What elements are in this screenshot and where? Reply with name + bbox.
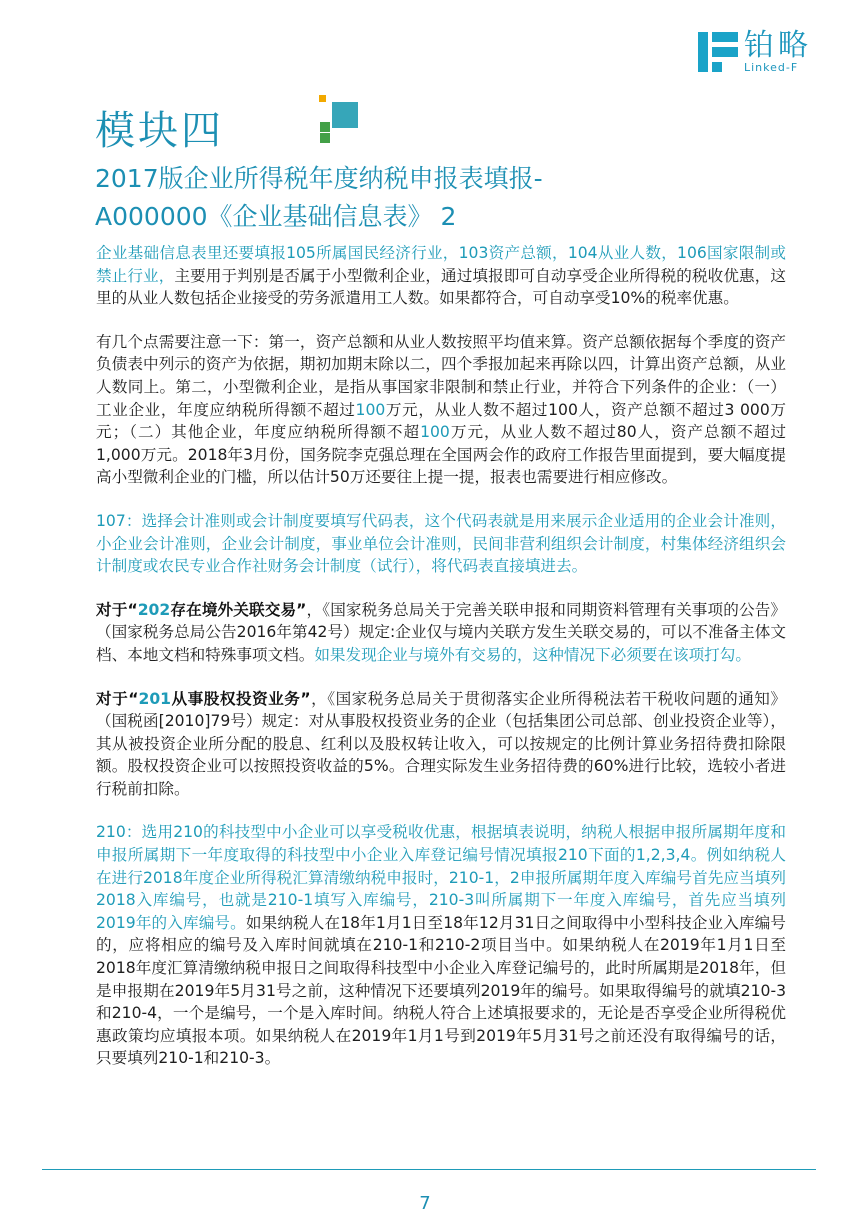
bold-lead: 对于“: [96, 689, 139, 708]
decorative-square: [320, 122, 330, 132]
logo-mark-icon: [698, 32, 738, 72]
highlight-text: 企业基础信息表里还要填报105所属国民经济行业，103资产总额，104从业人数，106国家限制或禁止行业，: [96, 244, 786, 285]
paragraph-4: [96, 599, 786, 667]
body-text: 主要用于判别是否属于小型微利企业，通过填报即可自动享受企业所得税的税收优惠，这里的从业人数包括企业接受的劳务派遣用工人数。如果都符合，可自动享受10%的税率优惠。: [96, 266, 786, 308]
body-text: 万元，从业人数不超过80人，资产总额不超过1,000万元。2018年3月份，国务院李克强总理在全国两会作的政府工作报告里面提到，要大幅度提高小型微利企业的门槛，所以估计50万还要往上提一提，报表也需要进行相应修改。: [96, 423, 786, 487]
module-title: 模块四: [95, 108, 224, 154]
body-text: ，《国家税务总局关于贯彻落实企业所得税法若干税收问题的通知》（国税函[2010]79号）规定：对从事股权投资业务的企业（包括集团公司总部、创业投资企业等），其从被投资企业所分配的股息、红利以及股权转让收入，可以按规定的比例计算业务招待费扣除限额。股权投资企业可以按照投资收益的5%。合理实际发生业务招待费的60%进行比较，选较小者进行税前扣除。: [96, 689, 787, 798]
bold-lead: 存在境外关联交易”: [170, 600, 307, 619]
highlight-text: 210：选用210的科技型中小企业可以享受税收优惠，根据填表说明，纳税人根据申报所属期年度和申报所属期下一年度取得的科技型中小企业入库登记编号情况填报210下面的1,2,3,4。例如纳税人在进行2018年度企业所得税汇算清缴纳税申报时，210-1，2申报所属期年度入库编号首先应当填列2018入库编号，也就是210-1填写入库编号，210-3叫所属期下一年度入库编号，首先应当填列2019年的入库编号。: [96, 823, 786, 932]
decorative-square: [319, 95, 326, 102]
bold-lead: 从事股权投资业务”: [171, 689, 311, 708]
footer-divider: [42, 1169, 816, 1170]
paragraph-2: [96, 331, 786, 489]
highlight-number: 100: [420, 423, 450, 442]
page-number: 7: [419, 1193, 431, 1214]
brand-logo: [698, 30, 812, 74]
logo-english-name: Linked-F: [744, 61, 799, 74]
body-text: ，《国家税务总局关于完善关联申报和同期资料管理有关事项的公告》（国家税务总局公告2016年第42号）规定:企业仅与境内关联方发生关联交易的，可以不准备主体文档、本地文档和特殊事项文档。: [96, 600, 787, 664]
page-title-line1: 2017版企业所得税年度纳税申报表填报-: [95, 164, 543, 193]
page-title-line2: A000000《企业基础信息表》 2: [95, 202, 457, 231]
highlight-text: 如果发现企业与境外有交易的，这种情况下必须要在该项打勾。: [314, 645, 751, 664]
decorative-square: [332, 102, 358, 128]
paragraph-1: [96, 242, 786, 310]
logo-chinese-name: 铂略: [744, 28, 812, 63]
item-code: 202: [137, 600, 171, 619]
highlight-number: 100: [355, 400, 386, 419]
paragraph-5: [96, 688, 786, 801]
body-text: 如果纳税人在18年1月1日至18年12月31日之间取得中小型科技企业入库编号的，应将相应的编号及入库时间就填在210-1和210-2项目当中。如果纳税人在2019年1月1日至2018年度汇算清缴纳税申报日之间取得科技型中小企业入库登记编号的，此时所属期是2018年，但是申报期在2019年5月31号之前，这种情况下还要填列2019年的编号。如果取得编号的就填210-3和210-4，一个是编号，一个是入库时间。纳税人符合上述填报要求的，无论是否享受企业所得税优惠政策均应填报本项。如果纳税人在2019年1月1号到2019年5月31号之前还没有取得编号的话，只要填列210-1和210-3。: [96, 913, 787, 1068]
paragraph-6: [96, 821, 786, 1070]
article-body: [96, 242, 786, 1091]
decorative-square: [320, 133, 330, 143]
body-text: 万元，从业人数不超过100人，资产总额不超过3 000万元；（二）其他企业，年度应纳税所得额不超: [96, 400, 786, 442]
item-code: 201: [138, 689, 172, 708]
bold-lead: 对于“: [96, 600, 138, 619]
body-text: 有几个点需要注意一下：第一，资产总额和从业人数按照平均值来算。资产总额依据每个季度的资产负债表中列示的资产为依据，期初加期末除以二，四个季报加起来再除以四，计算出资产总额，从业人数同上。第二，小型微利企业，是指从事国家非限制和禁止行业，并符合下列条件的企业：（一）工业企业，年度应纳税所得额不超过: [96, 332, 786, 419]
paragraph-3: 107：选择会计准则或会计制度要填写代码表，这个代码表就是用来展示企业适用的企业会计准则，小企业会计准则，企业会计制度，事业单位会计准则，民间非营利组织会计制度，村集体经济组织会计制度或农民专业合作社财务会计制度（试行），将代码表直接填进去。: [96, 511, 786, 576]
